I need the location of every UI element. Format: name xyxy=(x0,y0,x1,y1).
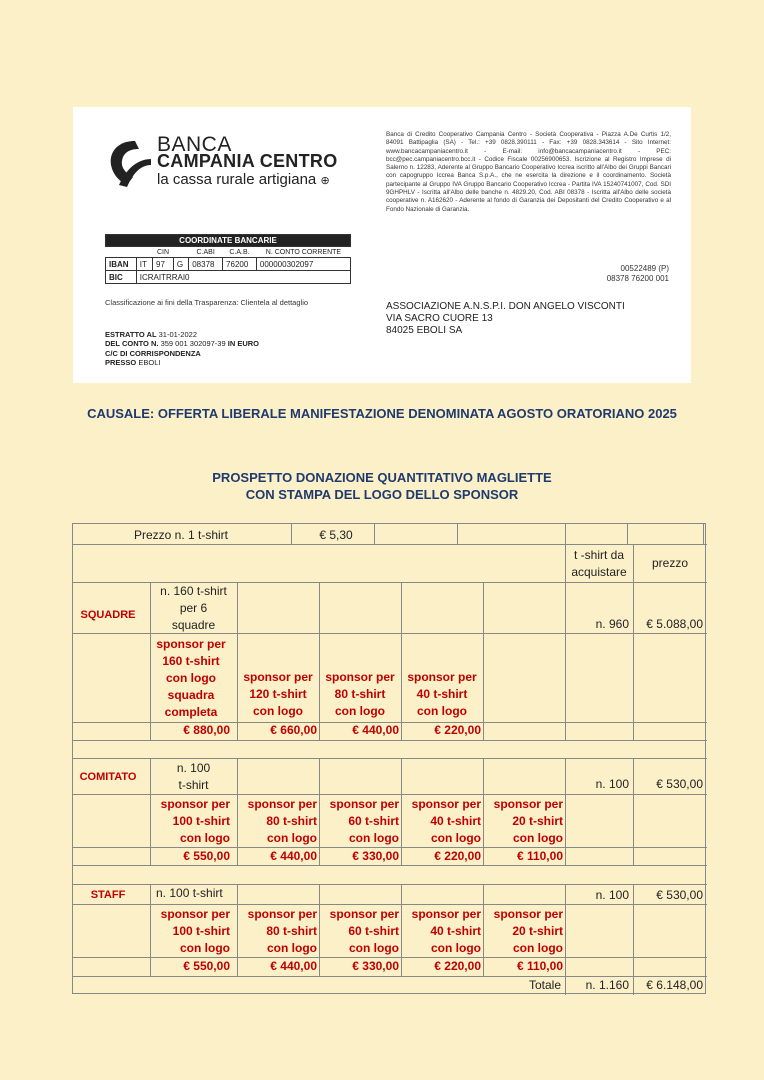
address-line-3: 84025 EBOLI SA xyxy=(386,325,463,336)
table-rule xyxy=(150,884,151,976)
comitato-sponsor-0-line: con logo xyxy=(180,831,230,845)
comitato-amount-0: € 550,00 xyxy=(183,849,230,863)
squadre-label: SQUADRE xyxy=(80,609,136,621)
col-price-header: prezzo xyxy=(651,556,689,570)
col-qty-header-line: acquistare xyxy=(571,565,627,579)
comitato-sponsor-2-line: con logo xyxy=(349,831,399,845)
comitato-sponsor-4-line: 20 t-shirt xyxy=(512,814,563,828)
staff-sponsor-4-line: 20 t-shirt xyxy=(512,924,563,938)
comitato-description-line: t-shirt xyxy=(178,778,209,792)
account-type: C/C DI CORRISPONDENZA xyxy=(105,348,201,358)
comitato-sponsor-1 xyxy=(239,796,317,847)
staff-sponsor-3 xyxy=(403,906,481,957)
coordinates-title: COORDINATE BANCARIE xyxy=(106,235,351,247)
comitato-description-line: n. 100 xyxy=(176,761,211,775)
total-quantity: n. 1.160 xyxy=(585,978,629,992)
squadre-sponsor-0-line: 160 t-shirt xyxy=(162,654,220,668)
squadre-sponsor-0-line: squadra xyxy=(167,688,215,702)
table-rule xyxy=(73,544,707,545)
squadre-sponsor-1 xyxy=(239,669,317,720)
squadre-amount-0: € 880,00 xyxy=(183,723,230,737)
squadre-sponsor-2-line: con logo xyxy=(335,704,385,718)
coord-header-abi: C.ABI xyxy=(196,248,215,256)
comitato-sponsor-1-line: 80 t-shirt xyxy=(266,814,317,828)
staff-sponsor-3-line: 40 t-shirt xyxy=(430,924,481,938)
squadre-sponsor-1-line: con logo xyxy=(253,704,303,718)
staff-sponsor-0-line: sponsor per xyxy=(160,907,230,921)
staff-sponsor-1-line: sponsor per xyxy=(247,907,317,921)
account-number: 359 001 302097-39 xyxy=(160,339,226,349)
comitato-sponsor-4-line: con logo xyxy=(513,831,563,845)
comitato-price: € 530,00 xyxy=(656,777,703,791)
iban-abi: 08378 xyxy=(189,258,223,271)
bank-logo-line3: la cassa rurale artigiana ⊕ xyxy=(157,171,330,188)
donation-table xyxy=(72,523,706,994)
staff-price: € 530,00 xyxy=(656,888,703,902)
table-rule xyxy=(401,884,402,976)
comitato-amount-4: € 110,00 xyxy=(516,849,563,863)
account-codes xyxy=(607,264,669,284)
address-line-2: VIA SACRO CUORE 13 xyxy=(386,313,493,324)
comitato-sponsor-3-line: 40 t-shirt xyxy=(430,814,481,828)
table-rule xyxy=(565,582,566,740)
staff-sponsor-4-line: con logo xyxy=(513,941,563,955)
table-rule xyxy=(319,582,320,740)
table-rule xyxy=(374,524,375,544)
staff-sponsor-0-line: con logo xyxy=(180,941,230,955)
staff-amount-2: € 330,00 xyxy=(352,959,399,973)
table-rule xyxy=(401,758,402,865)
staff-sponsor-4 xyxy=(485,906,563,957)
table-rule xyxy=(291,524,292,544)
comitato-sponsor-0-line: 100 t-shirt xyxy=(172,814,230,828)
squadre-sponsor-3-line: sponsor per xyxy=(407,670,477,684)
squadre-description-line: squadre xyxy=(171,618,216,632)
payment-reason: CAUSALE: OFFERTA LIBERALE MANIFESTAZIONE DENOMINATA AGOSTO ORATORIANO 2025 xyxy=(87,406,677,421)
cross-icon: ⊕ xyxy=(320,175,330,187)
squadre-sponsor-2-line: 80 t-shirt xyxy=(334,687,386,701)
table-rule xyxy=(633,758,634,865)
comitato-sponsor-2-line: 60 t-shirt xyxy=(348,814,399,828)
comitato-sponsor-0 xyxy=(152,796,230,847)
address-line-1: ASSOCIAZIONE A.N.S.P.I. DON ANGELO VISCONTI xyxy=(386,301,625,312)
staff-amount-4: € 110,00 xyxy=(516,959,563,973)
staff-sponsor-2-line: con logo xyxy=(349,941,399,955)
table-rule xyxy=(73,758,707,759)
staff-sponsor-1-line: con logo xyxy=(267,941,317,955)
comitato-sponsor-0-line: sponsor per xyxy=(160,797,230,811)
comitato-sponsor-4 xyxy=(485,796,563,847)
col-qty-header xyxy=(565,547,633,581)
bank-logo-line2: CAMPANIA CENTRO xyxy=(157,151,338,171)
staff-sponsor-2 xyxy=(321,906,399,957)
table-rule xyxy=(237,884,238,976)
iban-cin: G xyxy=(173,258,188,271)
total-label: Totale xyxy=(528,978,561,992)
comitato-sponsor-3-line: sponsor per xyxy=(411,797,481,811)
squadre-amount-2: € 440,00 xyxy=(352,723,399,737)
staff-sponsor-2-line: 60 t-shirt xyxy=(348,924,399,938)
table-rule xyxy=(457,524,458,544)
staff-amount-3: € 220,00 xyxy=(434,959,481,973)
squadre-description xyxy=(150,583,237,634)
comitato-quantity: n. 100 xyxy=(595,777,629,791)
price-value: € 5,30 xyxy=(319,528,353,542)
squadre-description-line: per 6 xyxy=(179,601,208,615)
bic-value: ICRAITRRAI0 xyxy=(136,271,350,284)
coord-header-conto: N. CONTO CORRENTE xyxy=(265,248,342,256)
table-rule xyxy=(703,524,704,544)
table-rule xyxy=(483,758,484,865)
squadre-price: € 5.088,00 xyxy=(646,617,703,631)
comitato-description xyxy=(150,760,237,794)
bic-label: BIC xyxy=(106,271,137,284)
table-rule xyxy=(483,884,484,976)
staff-amount-1: € 440,00 xyxy=(270,959,317,973)
comitato-sponsor-3-line: con logo xyxy=(431,831,481,845)
bank-logo-mark-icon xyxy=(105,137,153,189)
bank-coordinates-table xyxy=(105,234,351,284)
branch: EBOLI xyxy=(138,358,161,368)
coord-header-cab: C.A.B. xyxy=(229,248,250,256)
comitato-sponsor-1-line: sponsor per xyxy=(247,797,317,811)
staff-description-line: n. 100 t-shirt xyxy=(156,886,223,900)
table-rule xyxy=(627,524,628,544)
staff-label: STAFF xyxy=(90,889,126,901)
total-price: € 6.148,00 xyxy=(646,978,703,992)
staff-sponsor-1-line: 80 t-shirt xyxy=(266,924,317,938)
table-rule xyxy=(237,758,238,865)
squadre-sponsor-3-line: 40 t-shirt xyxy=(416,687,468,701)
comitato-amount-2: € 330,00 xyxy=(352,849,399,863)
squadre-sponsor-3 xyxy=(403,669,481,720)
staff-sponsor-3-line: sponsor per xyxy=(411,907,481,921)
table-rule xyxy=(483,582,484,740)
staff-sponsor-2-line: sponsor per xyxy=(329,907,399,921)
account-code-2: 08378 76200 001 xyxy=(606,274,669,283)
squadre-sponsor-2-line: sponsor per xyxy=(325,670,395,684)
recipient-address xyxy=(386,301,625,337)
squadre-sponsor-3-line: con logo xyxy=(417,704,467,718)
comitato-sponsor-2-line: sponsor per xyxy=(329,797,399,811)
table-rule xyxy=(565,758,566,865)
staff-sponsor-4-line: sponsor per xyxy=(493,907,563,921)
staff-sponsor-0-line: 100 t-shirt xyxy=(172,924,230,938)
staff-sponsor-1 xyxy=(239,906,317,957)
comitato-sponsor-2 xyxy=(321,796,399,847)
staff-sponsor-0 xyxy=(152,906,230,957)
table-rule xyxy=(73,865,707,866)
table-rule xyxy=(401,582,402,740)
table-rule xyxy=(73,904,707,905)
staff-amount-0: € 550,00 xyxy=(183,959,230,973)
document-title: PROSPETTO DONAZIONE QUANTITATIVO MAGLIETTE CON STAMPA DEL LOGO DELLO SPONSOR xyxy=(212,470,552,502)
table-rule xyxy=(73,794,707,795)
comitato-amount-1: € 440,00 xyxy=(270,849,317,863)
bank-logo-line1: BANCA xyxy=(157,133,232,156)
coord-header-cin: CIN xyxy=(156,248,169,256)
squadre-sponsor-2 xyxy=(321,669,399,720)
squadre-quantity: n. 960 xyxy=(595,617,629,631)
table-rule xyxy=(633,544,634,582)
statement-date: 31-01-2022 xyxy=(158,330,197,339)
statement-details: ESTRATTO AL 31-01-2022 DEL CONTO N. 359 001 302097-39 IN EURO C/C DI CORRISPONDENZA PRESSO EBOLI xyxy=(105,330,259,368)
table-rule xyxy=(565,524,566,544)
bank-statement-header xyxy=(73,107,691,383)
iban-label: IBAN xyxy=(106,258,137,271)
iban-cab: 76200 xyxy=(223,258,257,271)
table-rule xyxy=(633,582,634,740)
price-label: Prezzo n. 1 t-shirt xyxy=(133,528,229,542)
iban-country: IT xyxy=(136,258,152,271)
comitato-sponsor-3 xyxy=(403,796,481,847)
comitato-label: COMITATO xyxy=(79,771,137,783)
bank-legal-info: Banca di Credito Cooperativo Campania Centro - Società Cooperativa - Piazza A.De Curtis 1/2, 84091 Battipaglia (SA) - Tel.: +39 0828.390111 - Fax: +39 0828.343614 - Sito Internet: www.bancacampaniacentro.it - E-mail: info@bancacampaniacentro.it - PEC: bcc@pec.campaniacentro.bcc.it - Codice Fiscale 00256900653. Iscrizione al Registro Imprese di Salerno n. 12283, Aderente al Gruppo Bancario Cooperativo Iccrea iscritto all'Albo dei Gruppi Bancari con capogruppo Iccrea Banca S.p.A., che ne esercita la direzione e il coordinamento. Società partecipante al Gruppo IVA Gruppo Bancario Cooperativo Iccrea - Partita IVA 15240741007, Cod. SDI 9GHPHLV - Iscritta all'Albo delle banche n. 4829.20, Cod. ABI 08378 - Iscritta all'Albo delle società cooperative n. A162620 - Aderente al fondo di Garanzia dei Depositanti del Credito Cooperativo e al Fondo Nazionale di Garanzia. xyxy=(386,131,671,213)
squadre-sponsor-0-line: sponsor per xyxy=(156,637,226,651)
table-rule xyxy=(319,758,320,865)
iban-account: 000000302097 xyxy=(256,258,350,271)
squadre-sponsor-1-line: sponsor per xyxy=(243,670,313,684)
comitato-amount-3: € 220,00 xyxy=(434,849,481,863)
account-code-1: 00522489 (P) xyxy=(620,264,669,273)
iban-check: 97 xyxy=(153,258,174,271)
squadre-sponsor-0-line: completa xyxy=(164,705,218,719)
col-qty-header-line: t -shirt da xyxy=(573,548,624,562)
squadre-amount-3: € 220,00 xyxy=(434,723,481,737)
transparency-classification: Classificazione ai fini della Trasparenza: Clientela al dettaglio xyxy=(105,298,309,307)
squadre-description-line: n. 160 t-shirt xyxy=(160,584,227,598)
staff-sponsor-3-line: con logo xyxy=(431,941,481,955)
squadre-sponsor-1-line: 120 t-shirt xyxy=(249,687,307,701)
staff-description xyxy=(156,885,236,902)
comitato-sponsor-4-line: sponsor per xyxy=(493,797,563,811)
table-rule xyxy=(319,884,320,976)
bank-logo xyxy=(105,133,355,193)
squadre-sponsor-0-line: con logo xyxy=(166,671,216,685)
staff-quantity: n. 100 xyxy=(595,888,629,902)
comitato-sponsor-1-line: con logo xyxy=(267,831,317,845)
squadre-amount-1: € 660,00 xyxy=(270,723,317,737)
table-rule xyxy=(73,740,707,741)
table-rule xyxy=(237,582,238,740)
squadre-sponsor-0 xyxy=(152,636,230,721)
